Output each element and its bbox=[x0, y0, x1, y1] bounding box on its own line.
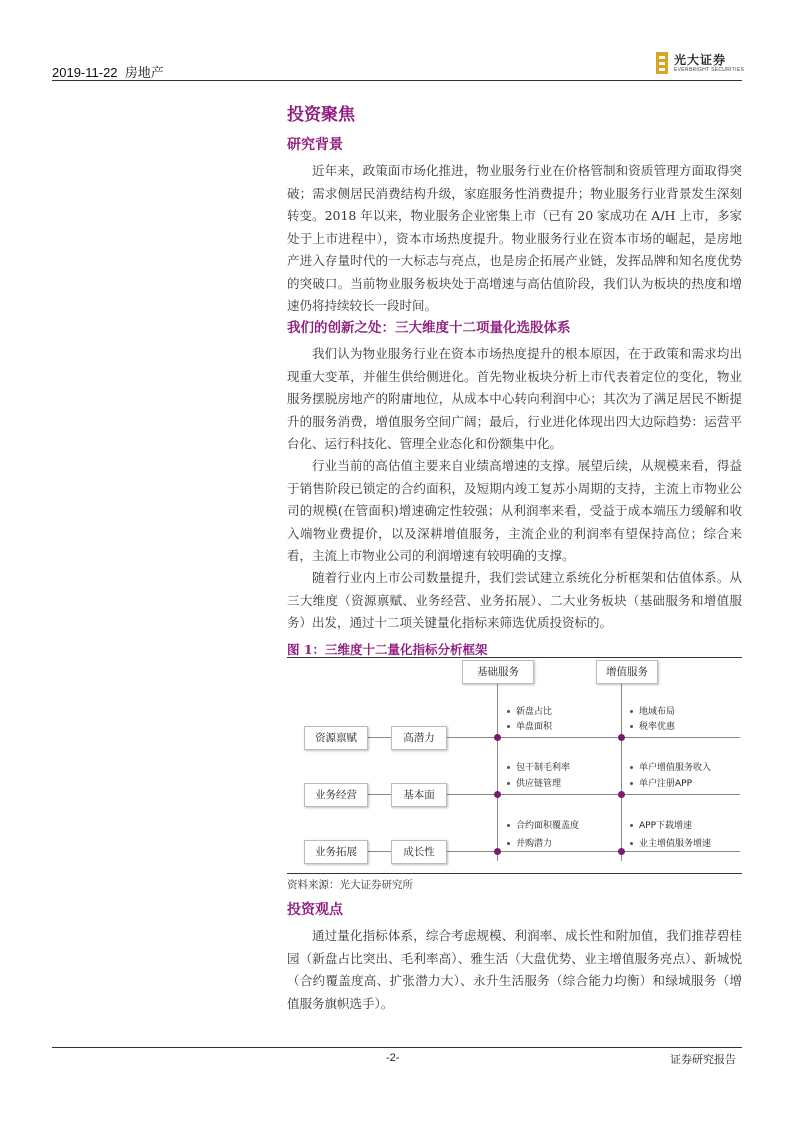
factor-box: 基本面 bbox=[391, 783, 447, 807]
dimension-box: 业务拓展 bbox=[304, 840, 368, 864]
footer-label: 证券研究报告 bbox=[670, 1053, 736, 1066]
logo-name-en: EVERBRIGHT SECURITIES bbox=[674, 66, 745, 73]
factor-box: 高潜力 bbox=[391, 726, 447, 750]
node-dot bbox=[618, 734, 625, 741]
heading-background: 研究背景 bbox=[287, 137, 343, 153]
report-date: 2019-11-22 bbox=[52, 65, 118, 80]
node-dot bbox=[618, 848, 625, 855]
dimension-box: 业务经营 bbox=[304, 783, 368, 807]
indicator-item: 税率优惠 bbox=[630, 719, 675, 732]
node-dot bbox=[618, 791, 625, 798]
figure-bottom-rule bbox=[287, 873, 742, 874]
footer-divider bbox=[52, 1047, 742, 1048]
report-sector: 房地产 bbox=[124, 65, 164, 80]
heading-innovation: 我们的创新之处：三大维度十二项量化选股体系 bbox=[287, 320, 571, 336]
indicator-item: 单户增值服务收入 bbox=[630, 760, 711, 773]
node-dot bbox=[494, 791, 501, 798]
figure-title: 图 1：三维度十二量化指标分析框架 bbox=[287, 642, 488, 657]
para-innovation-2: 行业当前的高估值主要来自业绩高增速的支撑。展望后续，从规模来看，得益于销售阶段已锁定的合约面积，及短期内竣工复苏小周期的支持，主流上市物业公司的规模(在管面积)增速确定性较强；从利润率来看，受益于成本端压力缓解和收入端物业费提价，以及深耕增值服务，主流企业的利润率有望保持高位；综合来看，主流上市物业公司的利润增速有较明确的支撑。 bbox=[287, 458, 742, 563]
indicator-item: 地域布局 bbox=[630, 704, 675, 717]
figure-top-rule bbox=[287, 657, 742, 658]
heading-views: 投资观点 bbox=[287, 902, 343, 918]
para-background: 近年来，政策面市场化推进，物业服务行业在价格管制和资质管理方面取得突破；需求侧居民消费结构升级，家庭服务性消费提升；物业服务行业背景发生深刻转变。2018 年以来，物业服务企业密集上市（已有 20 家成功在 A/H 上市，多家处于上市进程中），资本市场热度提升。物业服务行业在资本市场的崛起，是房地产进入存量时代的一大标志与亮点，也是房企拓展产业链，发挥品牌和知名度优势的突破口。当前物业服务板块处于高增速与高估值阶段，我们认为板块的热度和增速仍将持续较长一段时间。 bbox=[287, 163, 742, 313]
dimension-box: 资源禀赋 bbox=[304, 726, 368, 750]
indicator-item: 供应链管理 bbox=[507, 776, 561, 789]
page-title: 投资聚焦 bbox=[287, 105, 355, 125]
indicator-item: 并购潜力 bbox=[507, 836, 552, 849]
node-dot bbox=[494, 734, 501, 741]
factor-box: 成长性 bbox=[391, 840, 447, 864]
basic-service-axis bbox=[497, 683, 498, 861]
para-innovation-3: 随着行业内上市公司数量提升，我们尝试建立系统化分析框架和估值体系。从三大维度（资源禀赋、业务经营、业务拓展）、二大业务板块（基础服务和增值服务）出发，通过十二项关键量化指标来筛选优质投资标的。 bbox=[287, 570, 742, 630]
indicator-item: 新盘占比 bbox=[507, 704, 552, 717]
indicator-item: APP下载增速 bbox=[630, 818, 692, 831]
indicator-item: 单户注册APP bbox=[630, 776, 692, 789]
logo-name-cn: 光大证券 bbox=[674, 52, 727, 67]
value-added-axis bbox=[621, 683, 622, 861]
indicator-item: 业主增值服务增速 bbox=[630, 836, 711, 849]
header-date-sector bbox=[52, 62, 164, 81]
brand-logo bbox=[656, 50, 744, 76]
indicator-item: 合约面积覆盖度 bbox=[507, 818, 579, 831]
col-header-basic: 基础服务 bbox=[462, 660, 534, 684]
node-dot bbox=[494, 848, 501, 855]
para-innovation-1: 我们认为物业服务行业在资本市场热度提升的根本原因，在于政策和需求均出现重大变革，并催生供给侧进化。首先物业板块分析上市代表着定位的变化，物业服务摆脱房地产的附庸地位，从成本中心转向利润中心；其次为了满足居民不断提升的服务消费，增值服务空间广阔；最后，行业进化体现出四大边际趋势：运营平台化、运行科技化、管理全业态化和份额集中化。 bbox=[287, 346, 742, 451]
para-views: 通过量化指标体系，综合考虑规模、利润率、成长性和附加值，我们推荐碧桂园（新盘占比突出、毛利率高）、雅生活（大盘优势、业主增值服务亮点）、新城悦（合约覆盖度高、扩张潜力大）、永升生活服务（综合能力均衡）和绿城服务（增值服务旗帜选手）。 bbox=[287, 928, 742, 1011]
indicator-item: 单盘面积 bbox=[507, 719, 552, 732]
indicator-item: 包干制毛利率 bbox=[507, 760, 570, 773]
page-number: -2- bbox=[386, 1052, 400, 1064]
header-divider bbox=[52, 80, 742, 81]
logo-mark-icon bbox=[656, 52, 668, 74]
col-header-value-added: 增值服务 bbox=[596, 660, 658, 684]
figure-source: 资料来源：光大证券研究所 bbox=[287, 879, 413, 891]
